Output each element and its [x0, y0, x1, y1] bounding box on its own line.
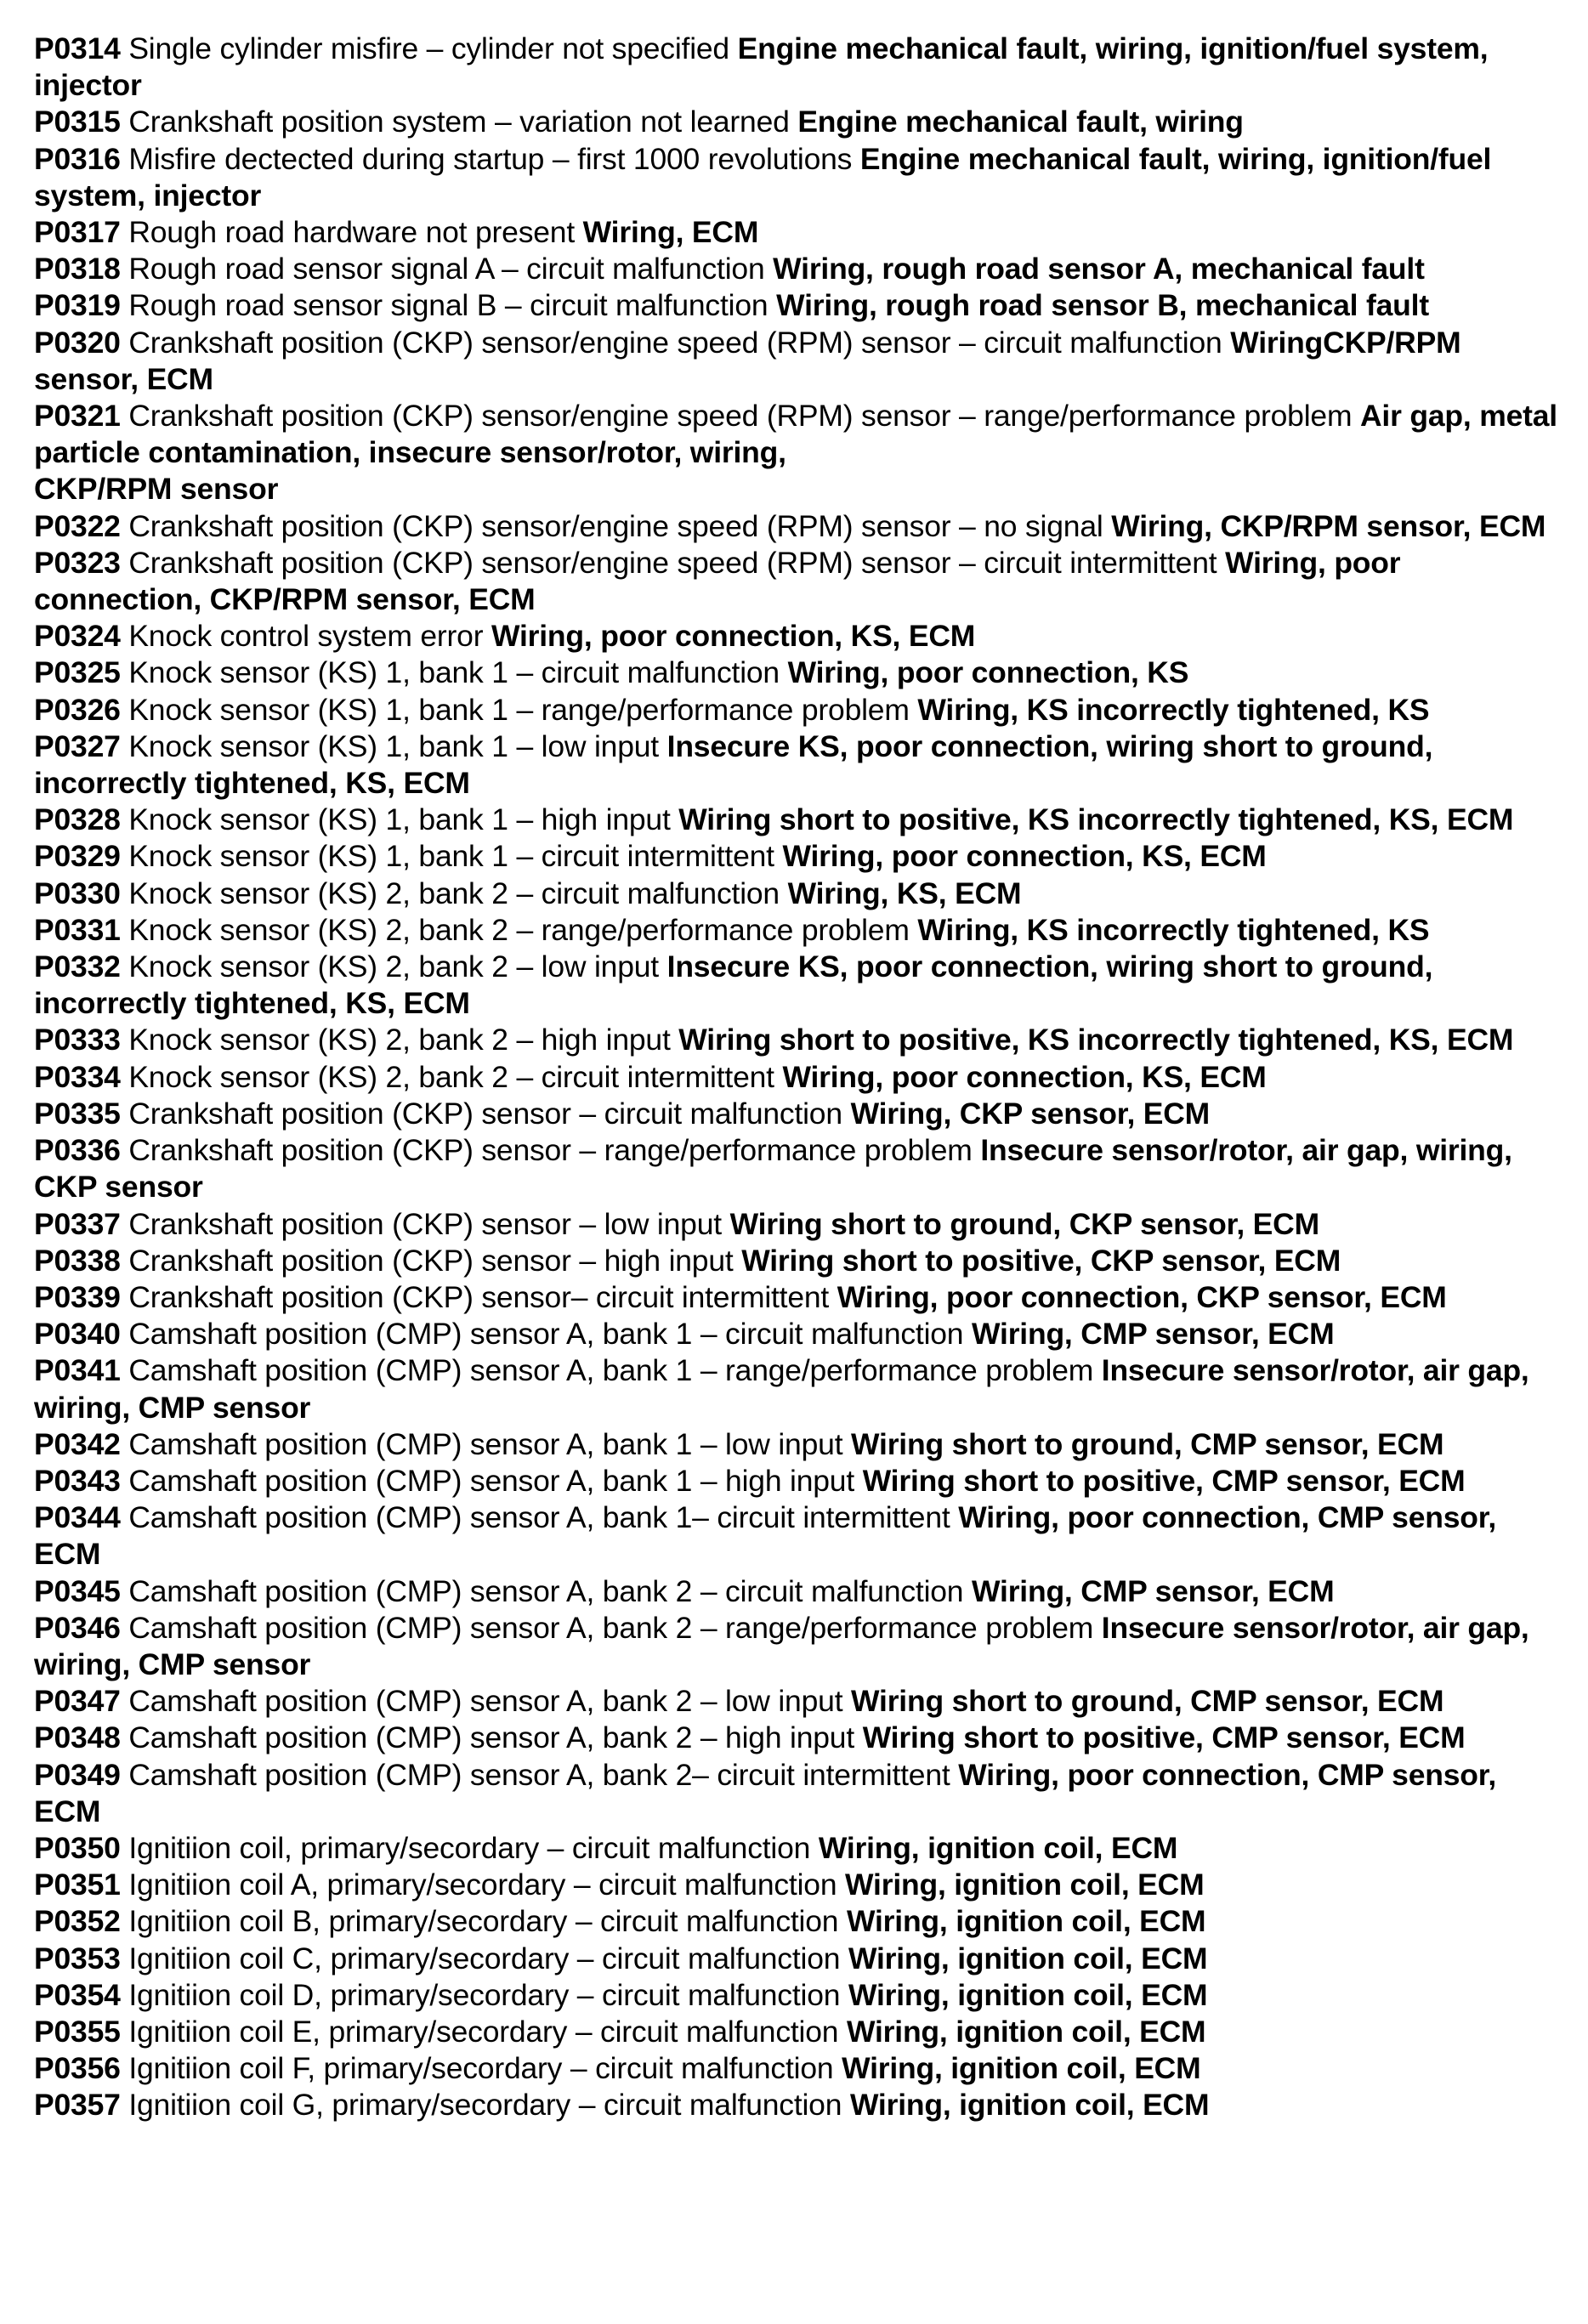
- dtc-code: P0348: [34, 1720, 121, 1755]
- dtc-possible-cause: Wiring, CKP/RPM sensor, ECM: [1111, 508, 1546, 543]
- dtc-entry: [34, 1059, 1564, 1096]
- dtc-entry: [34, 214, 1564, 251]
- dtc-possible-cause: Wiring short to ground, CMP sensor, ECM: [851, 1684, 1444, 1719]
- dtc-entry: [34, 1610, 1564, 1683]
- dtc-entry: [34, 912, 1564, 949]
- dtc-possible-cause: Insecure KS, poor connection, wiring short to ground, incorrectly tightened, KS, ECM: [34, 728, 1433, 801]
- dtc-possible-cause-continued: CKP/RPM sensor: [34, 472, 279, 507]
- dtc-description: Rough road sensor signal B – circuit malfunction: [128, 288, 768, 323]
- dtc-code: P0339: [34, 1279, 121, 1314]
- dtc-possible-cause: Wiring short to positive, CMP sensor, ECM: [862, 1720, 1466, 1755]
- dtc-description: Camshaft position (CMP) sensor A, bank 2 – circuit malfunction: [128, 1573, 964, 1608]
- dtc-code: P0329: [34, 839, 121, 874]
- dtc-description: Ignitiion coil E, primary/secordary – circuit malfunction: [128, 2014, 839, 2049]
- dtc-description: Misfire dectected during startup – first 1000 revolutions: [128, 141, 853, 176]
- dtc-possible-cause: Wiring, ignition coil, ECM: [847, 1904, 1206, 1939]
- dtc-description: Crankshaft position (CKP) sensor/engine speed (RPM) sensor – range/performance problem: [128, 399, 1353, 434]
- dtc-code: P0353: [34, 1941, 121, 1975]
- dtc-code: P0334: [34, 1059, 121, 1094]
- dtc-entry: [34, 1096, 1564, 1132]
- dtc-entry: [34, 1903, 1564, 1940]
- dtc-description: Ignitiion coil, primary/secordary – circuit malfunction: [128, 1830, 811, 1865]
- dtc-code: P0333: [34, 1023, 121, 1057]
- dtc-entry: [34, 1941, 1564, 1977]
- dtc-entry: [34, 949, 1564, 1022]
- dtc-entry: [34, 1720, 1564, 1756]
- dtc-entry: [34, 1573, 1564, 1610]
- dtc-description: Camshaft position (CMP) sensor A, bank 2– circuit intermittent: [128, 1757, 950, 1792]
- dtc-description: Knock sensor (KS) 1, bank 1 – circuit malfunction: [128, 655, 780, 690]
- dtc-possible-cause: Wiring, poor connection, CKP sensor, ECM: [837, 1279, 1447, 1314]
- dtc-code: P0325: [34, 655, 121, 690]
- dtc-code: P0319: [34, 288, 121, 323]
- dtc-possible-cause: Wiring short to positive, KS incorrectly tightened, KS, ECM: [678, 802, 1514, 837]
- dtc-code: P0330: [34, 876, 121, 910]
- dtc-description: Rough road hardware not present: [128, 215, 575, 250]
- dtc-description: Ignitiion coil C, primary/secordary – circuit malfunction: [128, 1941, 841, 1975]
- dtc-code: P0317: [34, 215, 121, 250]
- dtc-possible-cause: Wiring, CMP sensor, ECM: [972, 1573, 1335, 1608]
- dtc-possible-cause: Wiring, poor connection, KS, ECM: [782, 839, 1267, 874]
- dtc-possible-cause: Insecure KS, poor connection, wiring short to ground, incorrectly tightened, KS, ECM: [34, 949, 1433, 1021]
- dtc-code: P0337: [34, 1206, 121, 1241]
- dtc-code: P0318: [34, 252, 121, 286]
- dtc-possible-cause: Wiring, poor connection, KS: [787, 655, 1189, 690]
- dtc-possible-cause: Insecure sensor/rotor, air gap, wiring, CKP sensor: [34, 1133, 1512, 1205]
- dtc-entry: [34, 1499, 1564, 1573]
- dtc-code: P0316: [34, 141, 121, 176]
- dtc-code: P0347: [34, 1684, 121, 1719]
- dtc-possible-cause: Wiring short to positive, CMP sensor, ECM: [862, 1463, 1466, 1498]
- dtc-code: P0345: [34, 1573, 121, 1608]
- dtc-possible-cause: Wiring, poor connection, KS, ECM: [491, 619, 976, 654]
- dtc-entry: [34, 618, 1564, 655]
- dtc-description: Knock sensor (KS) 2, bank 2 – range/performance problem: [128, 912, 910, 947]
- dtc-possible-cause: WiringCKP/RPM sensor, ECM: [34, 325, 1461, 396]
- dtc-code: P0322: [34, 508, 121, 543]
- dtc-code: P0341: [34, 1353, 121, 1388]
- dtc-description: Camshaft position (CMP) sensor A, bank 1– circuit intermittent: [128, 1500, 950, 1535]
- dtc-possible-cause: Wiring, ECM: [582, 215, 759, 250]
- dtc-entry: [34, 398, 1564, 508]
- dtc-entry: [34, 251, 1564, 287]
- dtc-entry: [34, 1830, 1564, 1867]
- dtc-possible-cause: Wiring short to ground, CMP sensor, ECM: [851, 1426, 1444, 1461]
- dtc-entry: [34, 1463, 1564, 1499]
- dtc-possible-cause: Air gap, metal particle contamination, insecure sensor/rotor, wiring,: [34, 399, 1557, 470]
- dtc-description: Knock sensor (KS) 2, bank 2 – low input: [128, 949, 659, 984]
- dtc-description: Crankshaft position (CKP) sensor – high input: [128, 1243, 734, 1278]
- dtc-description: Camshaft position (CMP) sensor A, bank 2 – range/performance problem: [128, 1610, 1094, 1645]
- dtc-code: P0344: [34, 1500, 121, 1535]
- dtc-code: P0326: [34, 692, 121, 727]
- dtc-entry: [34, 141, 1564, 214]
- dtc-entry: [34, 1132, 1564, 1205]
- dtc-entry: [34, 692, 1564, 728]
- dtc-description: Crankshaft position system – variation not learned: [128, 105, 790, 139]
- dtc-possible-cause: Wiring, rough road sensor A, mechanical fault: [773, 252, 1425, 286]
- dtc-description: Camshaft position (CMP) sensor A, bank 1 – circuit malfunction: [128, 1317, 964, 1352]
- dtc-entry: [34, 1316, 1564, 1352]
- dtc-possible-cause: Wiring, CKP sensor, ECM: [850, 1096, 1211, 1131]
- dtc-entry: [34, 1206, 1564, 1243]
- dtc-code: P0314: [34, 31, 121, 65]
- dtc-description: Camshaft position (CMP) sensor A, bank 1 – low input: [128, 1426, 843, 1461]
- dtc-possible-cause: Wiring, rough road sensor B, mechanical fault: [776, 288, 1429, 323]
- dtc-possible-cause: Engine mechanical fault, wiring, ignition/fuel system, injector: [34, 31, 1489, 103]
- dtc-possible-cause: Engine mechanical fault, wiring, ignition/fuel system, injector: [34, 141, 1492, 213]
- dtc-description: Camshaft position (CMP) sensor A, bank 1 – high input: [128, 1463, 855, 1498]
- dtc-possible-cause: Wiring short to ground, CKP sensor, ECM: [729, 1206, 1319, 1241]
- dtc-code: P0321: [34, 399, 121, 434]
- dtc-code: P0349: [34, 1757, 121, 1792]
- dtc-possible-cause: Wiring, ignition coil, ECM: [848, 1941, 1208, 1975]
- dtc-possible-cause: Wiring, ignition coil, ECM: [818, 1830, 1178, 1865]
- dtc-possible-cause: Wiring, ignition coil, ECM: [848, 1977, 1208, 2012]
- dtc-code: P0355: [34, 2014, 121, 2049]
- dtc-description: Knock sensor (KS) 1, bank 1 – range/performance problem: [128, 692, 910, 727]
- dtc-description: Single cylinder misfire – cylinder not specified: [128, 31, 729, 65]
- dtc-entry: [34, 1243, 1564, 1279]
- dtc-description: Knock sensor (KS) 2, bank 2 – circuit malfunction: [128, 876, 780, 910]
- dtc-entry: [34, 104, 1564, 140]
- dtc-code: P0315: [34, 105, 121, 139]
- dtc-possible-cause: Wiring, ignition coil, ECM: [845, 1868, 1205, 1902]
- dtc-description: Crankshaft position (CKP) sensor/engine speed (RPM) sensor – circuit intermittent: [128, 545, 1217, 580]
- dtc-entry: [34, 655, 1564, 691]
- dtc-entry: [34, 1352, 1564, 1426]
- dtc-code: P0354: [34, 1977, 121, 2012]
- dtc-possible-cause: Wiring, ignition coil, ECM: [842, 2051, 1201, 2086]
- dtc-entry: [34, 2014, 1564, 2050]
- dtc-entry: [34, 876, 1564, 912]
- dtc-description: Camshaft position (CMP) sensor A, bank 2 – high input: [128, 1720, 855, 1755]
- dtc-code: P0323: [34, 545, 121, 580]
- dtc-description: Rough road sensor signal A – circuit malfunction: [128, 252, 765, 286]
- dtc-code: P0351: [34, 1868, 121, 1902]
- dtc-entry: [34, 2087, 1564, 2123]
- dtc-entry: [34, 1977, 1564, 2014]
- dtc-entry: [34, 1683, 1564, 1720]
- dtc-entry: [34, 287, 1564, 324]
- dtc-code: P0340: [34, 1317, 121, 1352]
- dtc-description: Knock sensor (KS) 2, bank 2 – high input: [128, 1023, 671, 1057]
- dtc-possible-cause: Wiring, poor connection, CKP/RPM sensor, ECM: [34, 545, 1401, 617]
- dtc-code: P0324: [34, 619, 121, 654]
- dtc-description: Knock sensor (KS) 1, bank 1 – low input: [128, 728, 659, 763]
- dtc-entry: [34, 1867, 1564, 1903]
- dtc-code: P0320: [34, 325, 121, 360]
- dtc-code: P0346: [34, 1610, 121, 1645]
- dtc-entry: [34, 1279, 1564, 1316]
- dtc-possible-cause: Engine mechanical fault, wiring: [797, 105, 1244, 139]
- dtc-description: Knock sensor (KS) 2, bank 2 – circuit intermittent: [128, 1059, 774, 1094]
- dtc-possible-cause: Wiring, poor connection, CMP sensor, ECM: [34, 1757, 1497, 1828]
- dtc-code: P0350: [34, 1830, 121, 1865]
- dtc-entry: [34, 545, 1564, 618]
- dtc-entry: [34, 728, 1564, 802]
- dtc-description: Crankshaft position (CKP) sensor – range/performance problem: [128, 1133, 973, 1168]
- dtc-code: P0332: [34, 949, 121, 984]
- dtc-description: Crankshaft position (CKP) sensor/engine speed (RPM) sensor – no signal: [128, 508, 1103, 543]
- dtc-possible-cause: Wiring short to positive, KS incorrectly tightened, KS, ECM: [678, 1023, 1514, 1057]
- dtc-possible-cause: Insecure sensor/rotor, air gap, wiring, CMP sensor: [34, 1353, 1529, 1425]
- dtc-code: P0327: [34, 728, 121, 763]
- dtc-code: P0357: [34, 2088, 121, 2123]
- dtc-description: Ignitiion coil B, primary/secordary – circuit malfunction: [128, 1904, 839, 1939]
- dtc-entry: [34, 2050, 1564, 2087]
- dtc-possible-cause: Wiring, KS, ECM: [787, 876, 1022, 910]
- dtc-entry: [34, 838, 1564, 875]
- dtc-possible-cause: Wiring, CMP sensor, ECM: [972, 1317, 1335, 1352]
- dtc-code: P0343: [34, 1463, 121, 1498]
- dtc-code: P0336: [34, 1133, 121, 1168]
- dtc-description: Knock control system error: [128, 619, 484, 654]
- dtc-description: Camshaft position (CMP) sensor A, bank 1 – range/performance problem: [128, 1353, 1094, 1388]
- dtc-description: Knock sensor (KS) 1, bank 1 – high input: [128, 802, 671, 837]
- dtc-description: Crankshaft position (CKP) sensor – low input: [128, 1206, 722, 1241]
- dtc-possible-cause: Wiring, ignition coil, ECM: [847, 2014, 1206, 2049]
- dtc-description: Crankshaft position (CKP) sensor– circuit intermittent: [128, 1279, 830, 1314]
- dtc-possible-cause: Wiring, KS incorrectly tightened, KS: [917, 692, 1430, 727]
- dtc-entry: [34, 802, 1564, 838]
- dtc-entry: [34, 31, 1564, 104]
- dtc-code: P0331: [34, 912, 121, 947]
- dtc-possible-cause: Wiring, ignition coil, ECM: [849, 2088, 1210, 2123]
- dtc-description: Crankshaft position (CKP) sensor – circuit malfunction: [128, 1096, 842, 1131]
- dtc-description: Knock sensor (KS) 1, bank 1 – circuit intermittent: [128, 839, 774, 874]
- dtc-description: Ignitiion coil F, primary/secordary – circuit malfunction: [128, 2051, 834, 2086]
- dtc-possible-cause: Wiring, poor connection, KS, ECM: [782, 1059, 1267, 1094]
- dtc-entry: [34, 1426, 1564, 1463]
- dtc-code: P0352: [34, 1904, 121, 1939]
- dtc-entry: [34, 1757, 1564, 1830]
- dtc-description: Ignitiion coil A, primary/secordary – circuit malfunction: [128, 1868, 837, 1902]
- dtc-description: Ignitiion coil D, primary/secordary – circuit malfunction: [128, 1977, 841, 2012]
- dtc-code: P0328: [34, 802, 121, 837]
- dtc-code-list: [34, 31, 1564, 2124]
- dtc-description: Camshaft position (CMP) sensor A, bank 2 – low input: [128, 1684, 843, 1719]
- dtc-possible-cause: Insecure sensor/rotor, air gap, wiring, CMP sensor: [34, 1610, 1529, 1681]
- dtc-description: Crankshaft position (CKP) sensor/engine speed (RPM) sensor – circuit malfunction: [128, 325, 1222, 360]
- dtc-possible-cause: Wiring, poor connection, CMP sensor, ECM: [34, 1500, 1497, 1572]
- dtc-entry: [34, 1022, 1564, 1058]
- dtc-possible-cause: Wiring short to positive, CKP sensor, ECM: [741, 1243, 1341, 1278]
- dtc-code: P0335: [34, 1096, 121, 1131]
- dtc-entry: [34, 508, 1564, 545]
- dtc-description: Ignitiion coil G, primary/secordary – circuit malfunction: [128, 2088, 842, 2123]
- dtc-possible-cause: Wiring, KS incorrectly tightened, KS: [917, 912, 1430, 947]
- dtc-code: P0338: [34, 1243, 121, 1278]
- dtc-entry: [34, 325, 1564, 398]
- dtc-code: P0356: [34, 2051, 121, 2086]
- dtc-code: P0342: [34, 1426, 121, 1461]
